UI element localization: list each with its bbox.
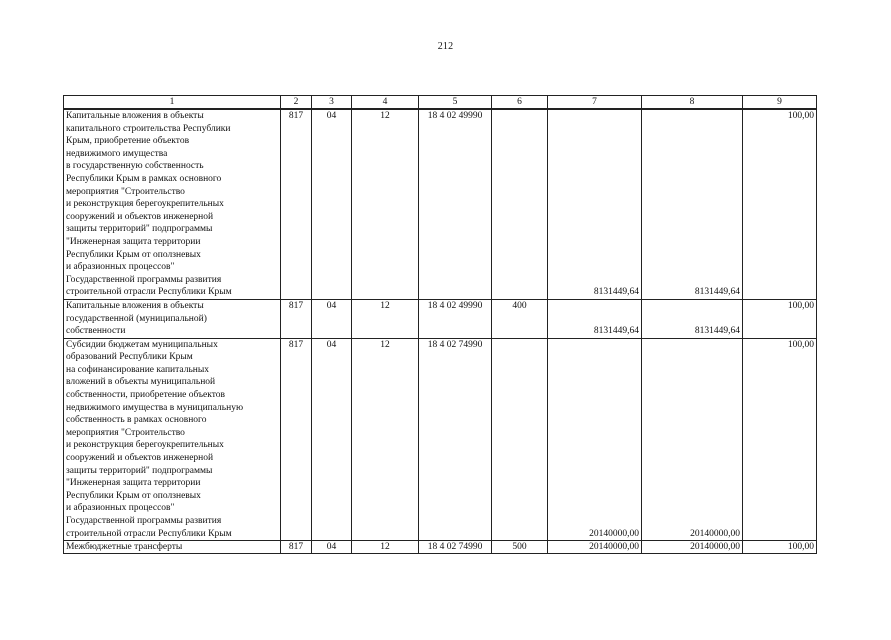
row-amount-plan: 20140000,00: [548, 541, 642, 554]
column-header: 6: [492, 96, 548, 110]
column-header: 3: [312, 96, 352, 110]
row-target-article: 18 4 02 74990: [419, 338, 492, 541]
row-code-section: 04: [312, 109, 352, 299]
row-amount-plan: 8131449,64: [548, 109, 642, 299]
row-expense-type: 500: [492, 541, 548, 554]
row-code-subsection: 12: [352, 541, 419, 554]
column-header: 9: [743, 96, 817, 110]
row-amount-plan: 20140000,00: [548, 338, 642, 541]
row-expense-type: [492, 109, 548, 299]
column-header: 8: [642, 96, 743, 110]
page-number: 212: [437, 41, 454, 52]
row-expense-type: 400: [492, 299, 548, 338]
row-name: Капитальные вложения в объекты государственной (муниципальной) собственности: [64, 299, 281, 338]
row-amount-actual: 8131449,64: [642, 299, 743, 338]
row-percent: 100,00: [743, 338, 817, 541]
row-code-ministry: 817: [281, 541, 312, 554]
row-name: Субсидии бюджетам муниципальных образований Республики Крым на софинансирование капитальных вложений в объекты муниципальной собственности, приобретение объектов недвижимого имущества в муниципальную собственность в рамках основного мероприятия "Строительство и реконструкция берегоукрепительных сооружений и объектов инженерной защиты территорий" подпрограммы "Инженерная защита территории Республики Крым от оползневых и абразионных процессов" Государственной программы развития строительной отрасли Республики Крым: [64, 338, 281, 541]
row-percent: 100,00: [743, 299, 817, 338]
row-code-section: 04: [312, 338, 352, 541]
row-expense-type: [492, 338, 548, 541]
row-target-article: 18 4 02 49990: [419, 299, 492, 338]
budget-table: [63, 95, 817, 554]
row-percent: 100,00: [743, 541, 817, 554]
row-amount-actual: 20140000,00: [642, 541, 743, 554]
row-amount-actual: 8131449,64: [642, 109, 743, 299]
table-header-row: [64, 96, 817, 110]
table-row: [64, 541, 817, 554]
row-name: Межбюджетные трансферты: [64, 541, 281, 554]
row-target-article: 18 4 02 49990: [419, 109, 492, 299]
column-header: 4: [352, 96, 419, 110]
row-code-ministry: 817: [281, 299, 312, 338]
table-row: [64, 299, 817, 338]
row-name: Капитальные вложения в объекты капитального строительства Республики Крым, приобретение объектов недвижимого имущества в государственную собственность Республики Крым в рамках основного мероприятия "Строительство и реконструкция берегоукрепительных сооружений и объектов инженерной защиты территорий" подпрограммы "Инженерная защита территории Республики Крым от оползневых и абразионных процессов" Государственной программы развития строительной отрасли Республики Крым: [64, 109, 281, 299]
row-amount-actual: 20140000,00: [642, 338, 743, 541]
column-header: 7: [548, 96, 642, 110]
column-header: 5: [419, 96, 492, 110]
row-code-subsection: 12: [352, 338, 419, 541]
column-header: 1: [64, 96, 281, 110]
row-code-section: 04: [312, 541, 352, 554]
row-percent: 100,00: [743, 109, 817, 299]
column-header: 2: [281, 96, 312, 110]
table-row: [64, 338, 817, 541]
row-code-ministry: 817: [281, 109, 312, 299]
row-target-article: 18 4 02 74990: [419, 541, 492, 554]
row-amount-plan: 8131449,64: [548, 299, 642, 338]
row-code-section: 04: [312, 299, 352, 338]
row-code-subsection: 12: [352, 109, 419, 299]
row-code-ministry: 817: [281, 338, 312, 541]
table-row: [64, 109, 817, 299]
row-code-subsection: 12: [352, 299, 419, 338]
